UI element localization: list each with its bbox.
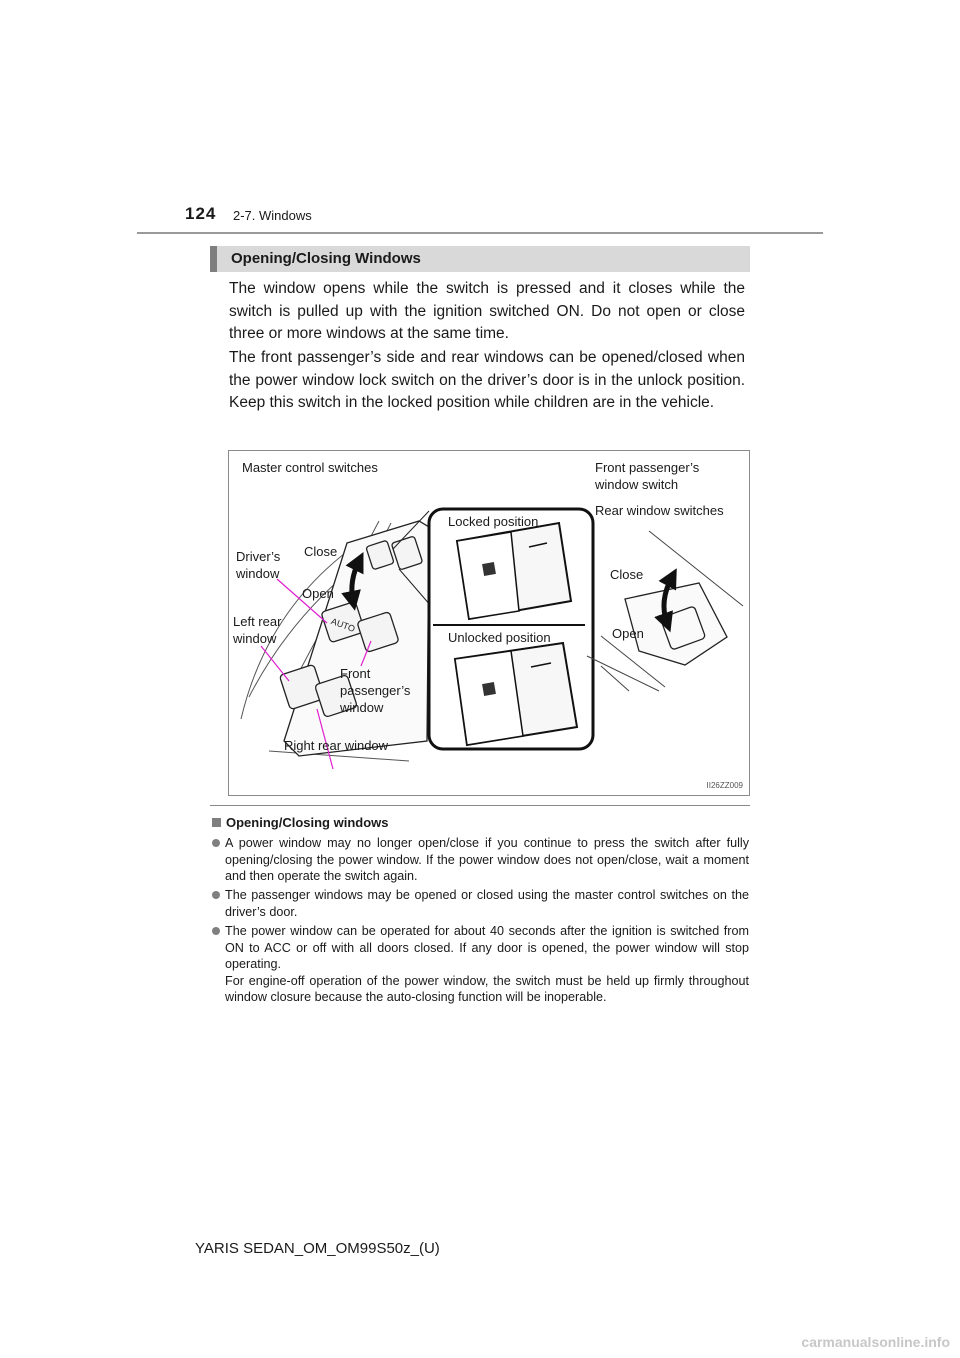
rear-window-switch [625, 583, 727, 665]
paragraph-window-operation: The window opens while the switch is pressed and it closes while the switch is pulled up with the ignition switched ON. Do not open or close three or more windows at the same time. [229, 280, 745, 342]
note-bullet [212, 887, 749, 920]
bullet-dot-icon [212, 839, 220, 847]
label-rear-window-switches: Rear window switches [595, 503, 724, 518]
note-text: The power window can be operated for about 40 seconds after the ignition is switched from ON to ACC or off with all doors closed. If any door is opened, the power window will stop operating. [225, 924, 749, 971]
note-text: A power window may no longer open/close if you continue to press the switch after fully opening/closing the power window. If the power window does not open/close, wait a moment and then operate the switch again. [225, 836, 749, 883]
label-open-left: Open [302, 586, 334, 601]
label-close-left: Close [304, 544, 338, 559]
notes-heading [212, 815, 389, 830]
label-locked-position: Locked position [448, 514, 539, 529]
window-switch-figure [228, 450, 750, 796]
note-text-continued: For engine-off operation of the power window, the switch must be held up firmly throughout window closure because the auto-closing function will be inoperable. [225, 973, 749, 1004]
label-open-right: Open [612, 626, 644, 641]
label-drivers-window: Driver’s window [236, 549, 281, 581]
page-number: 124 [185, 204, 217, 223]
section-heading: Opening/Closing Windows [231, 250, 421, 267]
label-left-rear-window: Left rear window [233, 614, 282, 646]
label-master-control-switches: Master control switches [242, 460, 378, 475]
square-bullet-icon [212, 818, 221, 827]
footer-model-code: YARIS SEDAN_OM_OM99S50z_(U) [195, 1240, 440, 1257]
figure-code: II26ZZ009 [706, 781, 743, 790]
note-bullet [212, 923, 749, 1006]
label-unlocked-position: Unlocked position [448, 630, 551, 645]
label-front-passenger-window: Front passenger’s window [340, 666, 411, 715]
label-right-rear-window: Right rear window [284, 738, 389, 753]
section-label: 2-7. Windows [233, 208, 312, 223]
figure-bottom-rule [210, 805, 750, 806]
bullet-dot-icon [212, 927, 220, 935]
watermark: carmanualsonline.info [801, 1334, 950, 1350]
paragraph-lock-switch: The front passenger’s side and rear windows can be opened/closed when the power window lock switch on the driver’s door is in the unlock position. Keep this switch in the locked position while children are in the vehicle. [229, 349, 745, 411]
bullet-dot-icon [212, 891, 220, 899]
section-heading-bar [210, 246, 750, 272]
label-front-passenger-window-switch: Front passenger’s window switch [595, 460, 700, 492]
header-rule [137, 232, 823, 234]
label-close-right: Close [610, 567, 644, 582]
master-switch-block [279, 521, 429, 756]
note-text: The passenger windows may be opened or closed using the master control switches on the driver’s door. [225, 888, 749, 919]
note-bullet [212, 835, 749, 885]
notes-heading-text: Opening/Closing windows [226, 815, 389, 830]
auto-label: AUTO [329, 616, 357, 634]
